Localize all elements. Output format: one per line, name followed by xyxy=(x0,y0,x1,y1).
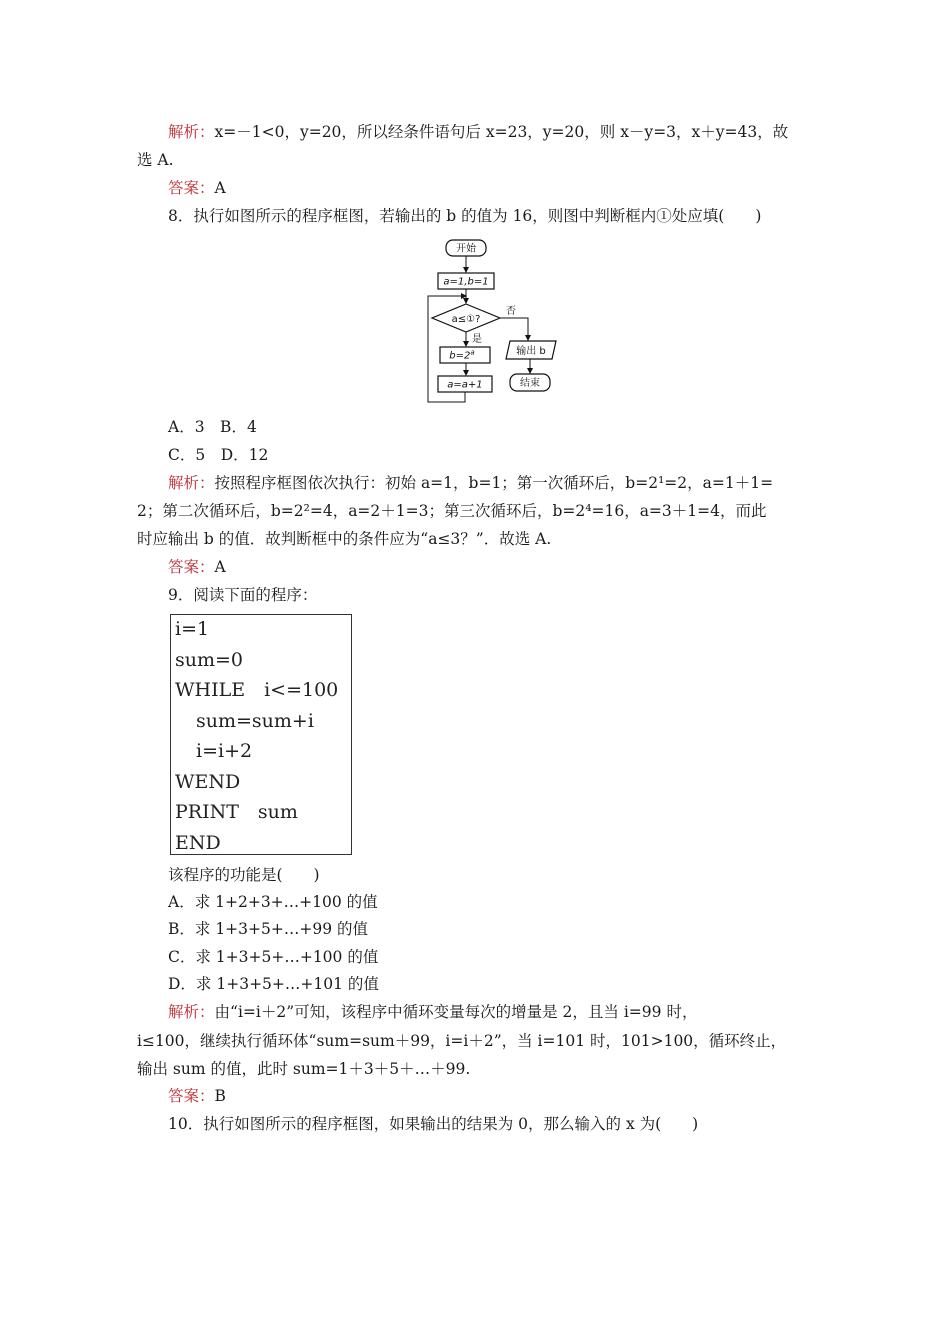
analysis-label: 解析： xyxy=(168,123,215,141)
q8-answer xyxy=(168,556,226,578)
q9-option-c: C．求 1+3+5+…+100 的值 xyxy=(168,948,379,966)
q8-stem: 8．执行如图所示的程序框图，若输出的 b 的值为 16，则图中判断框内①处应填( ) xyxy=(168,207,762,225)
q8-analysis-line2: 2；第二次循环后，b=2²=4，a=2＋1=3；第三次循环后，b=2⁴=16，a=3＋1=4，而此 xyxy=(137,502,767,520)
flowchart xyxy=(420,236,560,406)
code-line: WEND xyxy=(175,771,241,793)
analysis-text: 由“i=i＋2”可知，该程序中循环变量每次的增量是 2，且当 i=99 时， xyxy=(214,1003,698,1021)
code-line: i=i+2 xyxy=(196,740,253,762)
q9-stem: 9．阅读下面的程序： xyxy=(168,586,318,604)
code-line: WHILE i<=100 xyxy=(175,679,339,701)
q9-answer xyxy=(168,1085,226,1107)
flowchart-output-text: 输出 b xyxy=(516,346,546,357)
answer-label: 答案： xyxy=(168,558,215,576)
analysis-label: 解析： xyxy=(168,1003,215,1021)
flowchart-condition-text: a≤①? xyxy=(451,314,481,325)
q8-analysis-line3: 时应输出 b 的值．故判断框中的条件应为“a≤3？”．故选 A. xyxy=(137,530,552,548)
q9-analysis-line1 xyxy=(168,1001,697,1023)
flowchart-end-text: 结束 xyxy=(520,378,540,389)
analysis-text: x=－1<0，y=20，所以经条件语句后 x=23，y=20，则 x－y=3，x＋y=43，故 xyxy=(214,123,789,141)
q9-option-d: D．求 1+3+5+…+101 的值 xyxy=(168,975,379,993)
answer-value: A xyxy=(214,179,226,197)
code-line: sum=sum+i xyxy=(196,710,314,732)
q9-option-b: B．求 1+3+5+…+99 的值 xyxy=(168,920,369,938)
flowchart-step1-text: $b=2^a$ xyxy=(449,348,475,362)
flowchart-yes-label: 是 xyxy=(472,334,482,345)
code-line: sum=0 xyxy=(175,649,244,671)
q9-option-a: A．求 1+2+3+…+100 的值 xyxy=(168,893,378,911)
q8-options-row1: A．3 B．4 xyxy=(168,418,257,436)
q9-analysis-line3: 输出 sum 的值，此时 sum=1＋3＋5＋…＋99. xyxy=(137,1060,471,1078)
flowchart-init-text: a=1,b=1 xyxy=(443,276,489,288)
q9-analysis-line2: i≤100，继续执行循环体“sum=sum＋99，i=i＋2”，当 i=101 时，101>100，循环终止， xyxy=(137,1032,787,1050)
flowchart-start-text: 开始 xyxy=(456,243,476,255)
q7-analysis-line1 xyxy=(168,121,788,143)
code-box xyxy=(170,614,352,855)
code-line: PRINT sum xyxy=(175,801,298,823)
flowchart-no-label: 否 xyxy=(506,306,516,317)
answer-label: 答案： xyxy=(168,179,215,197)
analysis-label: 解析： xyxy=(168,474,215,492)
flowchart-svg xyxy=(420,236,560,406)
answer-label: 答案： xyxy=(168,1087,215,1105)
q7-analysis-line2: 选 A. xyxy=(137,151,174,169)
code-line: END xyxy=(175,832,221,854)
q8-analysis-line1 xyxy=(168,472,773,494)
q9-question: 该程序的功能是( ) xyxy=(168,866,320,884)
code-line: i=1 xyxy=(175,618,210,640)
q10-stem: 10．执行如图所示的程序框图，如果输出的结果为 0，那么输入的 x 为( ) xyxy=(168,1115,699,1133)
q7-answer xyxy=(168,177,226,199)
analysis-text: 按照程序框图依次执行：初始 a=1，b=1；第一次循环后，b=2¹=2，a=1＋1= xyxy=(214,474,774,492)
answer-value: A xyxy=(214,558,226,576)
flowchart-step2-text: a=a+1 xyxy=(447,379,483,391)
answer-value: B xyxy=(214,1087,226,1105)
q8-options-row2: C．5 D．12 xyxy=(168,446,269,464)
